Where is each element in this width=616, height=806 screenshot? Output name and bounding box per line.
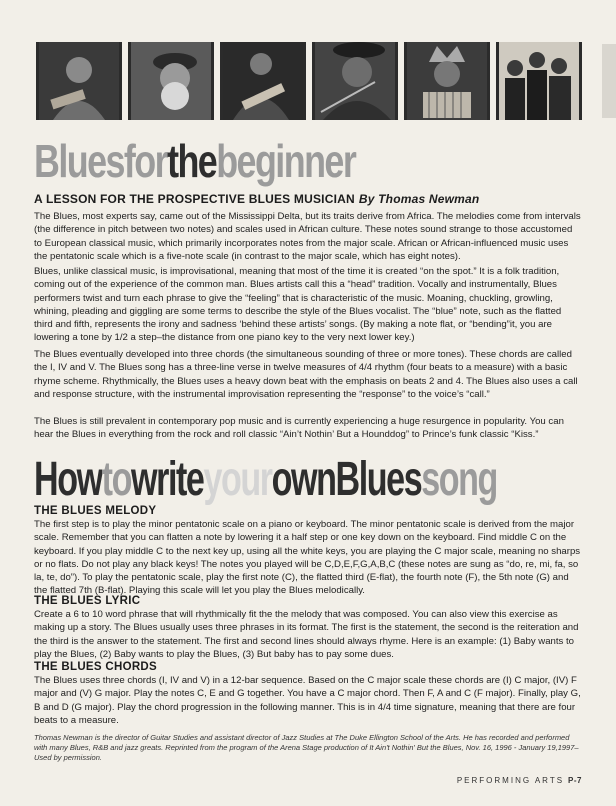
melody-heading: THE BLUES MELODY <box>34 505 157 517</box>
lyric-heading: THE BLUES LYRIC <box>34 595 141 607</box>
section-title-word: write <box>131 453 204 506</box>
photo-group <box>496 42 582 120</box>
melody-body: The first step is to play the minor pentatonic scale on a piano or keyboard. The minor pentatonic scale is derived from the major scale. Remember that you can flatten a note by lowering it a half step or one key down on the keyboard. Find middle C on the keyboard. If you play middle C to the next key up, using all the white keys, you are playing the C major scale, meaning no sharps or no flats. Do not play any black keys! The notes you played will be C,D,E,F,G,A,B,C (these notes are sung as “do, re, mi, fa, so la, te, do”). To play the pentatonic scale, play the first note (C), the flatted third (E-flat), the fourth note (F), the 5th note (G) and the flatted 7th (B-flat). Playing this scale will let you play the Blues melodically. <box>34 519 581 597</box>
section-title-word: song <box>421 453 497 506</box>
footer-section: PERFORMING ARTS <box>456 776 565 785</box>
photo-man-fiddle <box>312 42 398 120</box>
page-footer <box>457 776 582 785</box>
page-title <box>34 135 356 187</box>
intro-paragraph: The Blues is still prevalent in contemporary pop music and is currently experiencing a huge resurgence in popularity. You can hear the Blues in everything from the rock and roll classic “Ain’t Nothin’ But a Hounddog” to Prince’s funk classic “Kiss.” <box>34 416 564 441</box>
photo-man-guitar <box>220 42 306 120</box>
author: By Thomas Newman <box>358 192 480 206</box>
section-title <box>34 453 497 506</box>
lyric-body: Create a 6 to 10 word phrase that will rhythmically fit the the melody that was composed. You can also view this exercise as making up a story. The Blues usually uses three phrases in its format. The first is the statement, the second is the reiteration and the third is the answer to the statement. The first and second lines should always rhyme. Here is an example: (1) Baby wants to play the Blues, (2) Baby wants to play the Blues, (3) But baby has to pay some dues. <box>34 609 579 660</box>
adjacent-page-edge <box>602 44 616 118</box>
section-title-word: to <box>101 453 132 506</box>
photo-man-accordion <box>404 42 490 120</box>
chords-body: The Blues uses three chords (I, IV and V) in a 12-bar sequence. Based on the C major scale these chords are (I) C major, (IV) F major and (V) G major. Play the notes C, E and G together. You have a C major chord. Then F, A and C (F major). Finally, play G, B and D (G major). Play the chord progression in the following manner. This is in 4/4 time signature, meaning that there are four beats to a measure. <box>34 675 581 726</box>
section-title-word: How <box>34 453 102 506</box>
byline <box>34 192 479 206</box>
photo-strip <box>36 42 582 120</box>
section-title-word: own <box>271 453 336 506</box>
page-number: P-7 <box>568 776 582 785</box>
intro-paragraph: The Blues, most experts say, came out of the Mississippi Delta, but its traits derive from Africa. The melodies come from intervals (the difference in pitch between two notes) and scales used in African culture. These notes sound strange to those accustomed to European classical music, which primarily incorporates notes from the major scale. African or African-influenced music uses the pentatonic scale which is a five-note scale (in contrast to the major scale, which has eight notes). <box>34 211 581 262</box>
section-title-word: Blues <box>335 453 422 506</box>
photo-woman-guitar <box>36 42 122 120</box>
section-title-word: your <box>203 453 272 506</box>
intro-paragraph: Blues, unlike classical music, is improvisational, meaning that most of the time it is created “on the spot.” It is a folk tradition, coming out of the experience of the common man. Blues artists call this a “head” tradition. Vocally and instrumentally, Blues performers twist and turn each phrase to give the “feeling” that is characteristic of the music. Moaning, chuckling, growling, whining, pleading and giggling are some terms to describe the style of the Blues vocalist. The “blue” note, such as the flatted third and fifth, represents the irony and sadness ‘behind these artists’ songs. (By making a note flat, or “bending”it, you are lowering a tone by 1/2 a step–the distance from one piano key to the very next lower key.) <box>34 266 562 344</box>
chords-heading: THE BLUES CHORDS <box>34 661 158 673</box>
photo-bearded-man <box>128 42 214 120</box>
title-word: beginner <box>216 135 356 187</box>
subtitle: A LESSON FOR THE PROSPECTIVE BLUES MUSICIAN <box>34 192 355 206</box>
intro-paragraph: The Blues eventually developed into three chords (the simultaneous sounding of three or more tones). These chords are called the I, IV and V. The Blues song has a three-line verse in twelve measures of 4/4 rhythm (four beats to a measure) with a basic rhyme scheme. Rhythmically, the Blues uses a heavy down beat with the emphasis on beats 2 and 4. The Blues also uses a call and response structure, with the instrumental improvisation representing the “response” to the voice’s “call.” <box>34 349 578 400</box>
author-footnote: Thomas Newman is the director of Guitar Studies and assistant director of Jazz Studies at The Duke Ellington School of the Arts. He has recorded and performed with many Blues, R&B and jazz greats. Reprinted from the program of the Arena Stage production of It Ain't Nothin' But the Blues, Nov. 16, 1996 - January 19,1997– Used by permission. <box>34 733 579 762</box>
title-word: for <box>123 135 168 187</box>
title-word: Blues <box>34 135 124 187</box>
title-word: the <box>167 135 217 187</box>
